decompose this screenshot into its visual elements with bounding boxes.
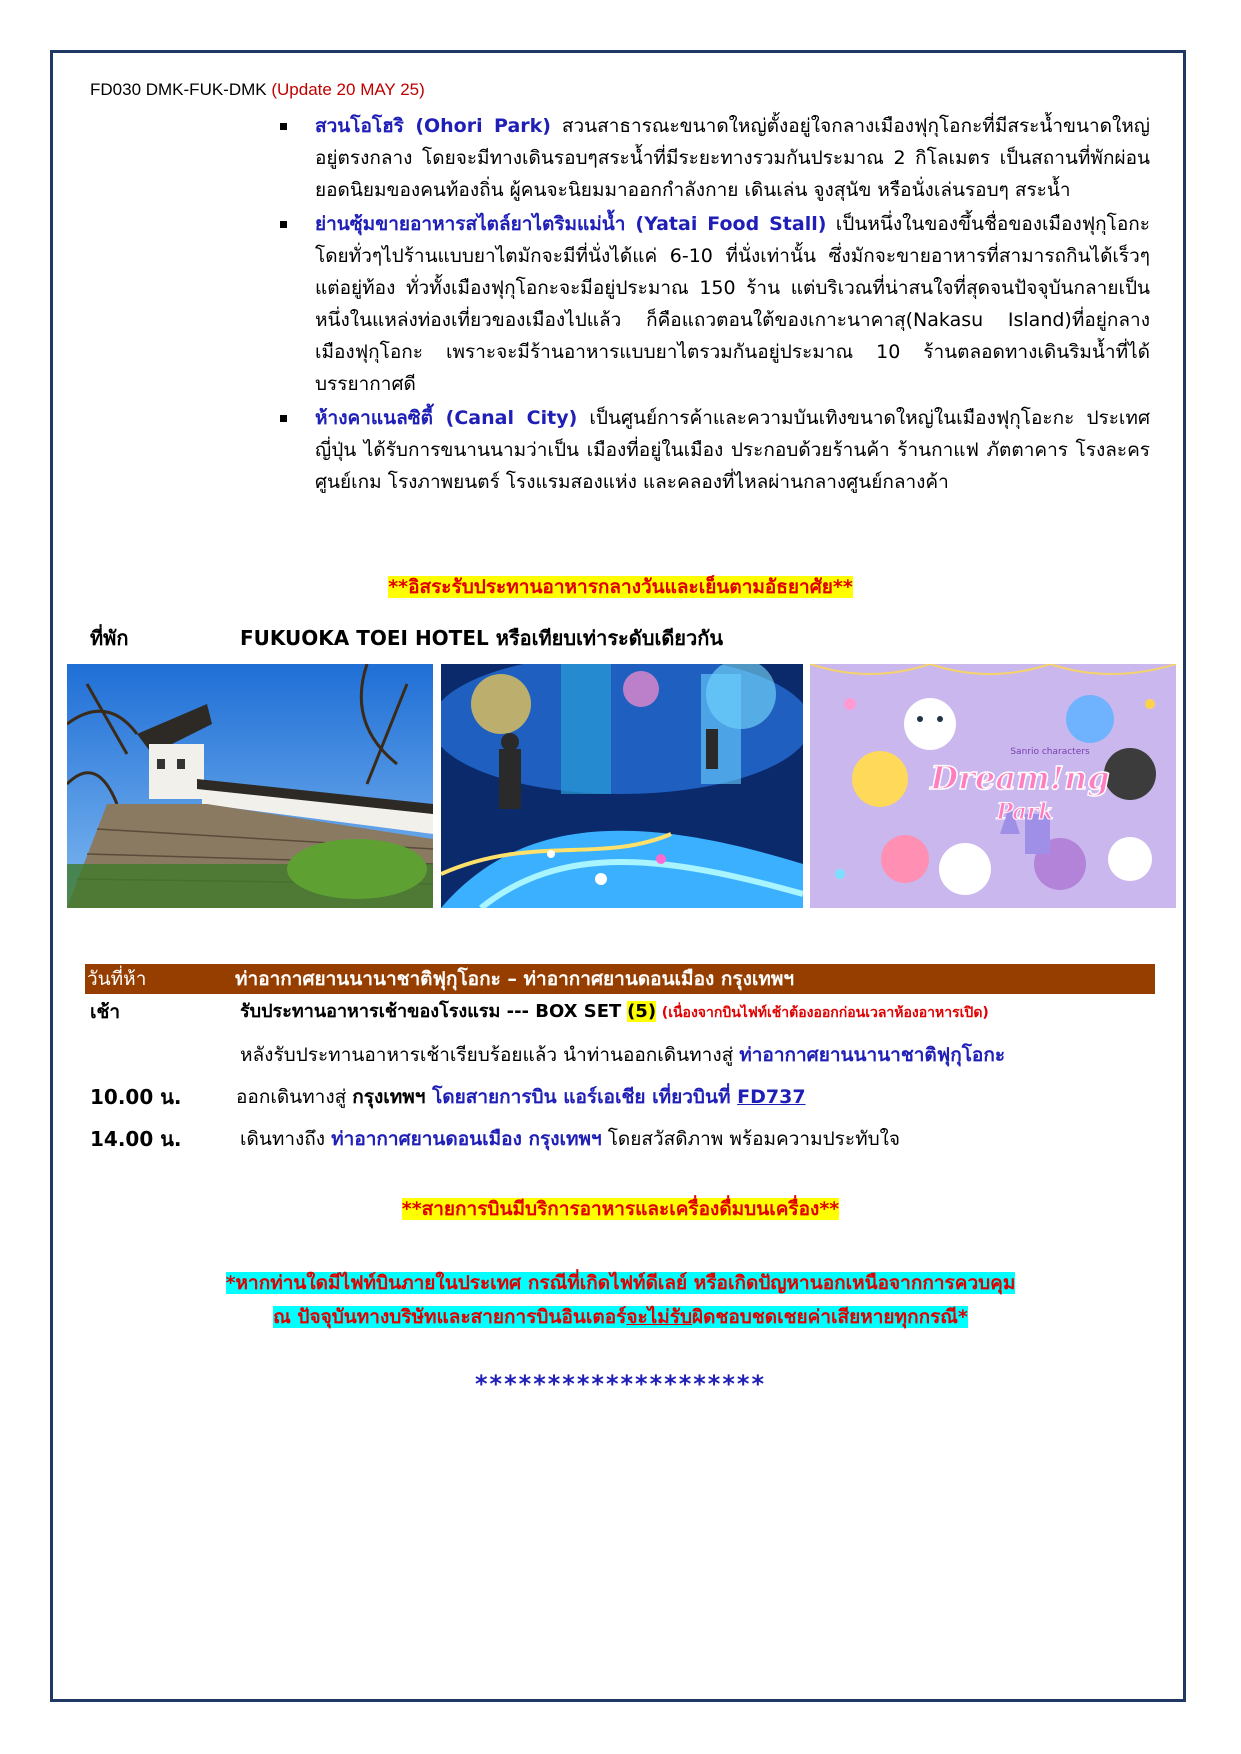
after-breakfast-row (240, 1040, 1005, 1070)
departure-airline: โดยสายการบิน แอร์เอเชีย เที่ยวบินที่ (425, 1086, 738, 1108)
list-item (280, 110, 1150, 206)
update-date: (Update 20 MAY 25) (271, 80, 425, 99)
hotel-name: FUKUOKA TOEI HOTEL หรือเทียบเท่าระดับเดียวกัน (240, 626, 724, 650)
bullet-icon (280, 123, 287, 130)
brand-text: Sanrio characters (1010, 747, 1090, 757)
attraction-desc: สวนสาธารณะขนาดใหญ่ตั้งอยู่ใจกลางเมืองฟุกุโอกะที่มีสระน้ำขนาดใหญ่อยู่ตรงกลาง โดยจะมีทางเดินรอบๆสระน้ำที่มีระยะทางรวมกันประมาณ 2 กิโลเมตร เป็นสถานที่พักผ่อนยอดนิยมของคนท้องถิ่น ผู้คนจะนิยมมาออกกำลังกาย เดินเล่น จูงสุนัข หรือนั่งเล่นรอบๆ สระน้ำ (315, 115, 1150, 201)
departure-row (236, 1082, 806, 1112)
logo-title: Dream!ng (930, 759, 1110, 797)
arrival-a: เดินทางถึง (240, 1128, 332, 1150)
time-1400: 14.00 น. (90, 1127, 182, 1151)
logo-subtitle: Park (996, 799, 1054, 825)
arrival-c: โดยสวัสดิภาพ พร้อมความประทับใจ (601, 1128, 901, 1150)
morning-text: รับประทานอาหารเช้าของโรงแรม --- BOX SET (240, 1001, 622, 1022)
morning-note: (เนื่องจากบินไฟท์เช้าต้องออกก่อนเวลาห้องอาหารเปิด) (661, 1005, 989, 1021)
morning-row (240, 997, 989, 1028)
departure-a: ออกเดินทางสู่ (236, 1086, 353, 1108)
day-title: ท่าอากาศยานนานาชาติฟุกุโอกะ – ท่าอากาศยานดอนเมือง กรุงเทพฯ (235, 968, 795, 990)
arrival-place: ท่าอากาศยานดอนเมือง กรุงเทพฯ (331, 1128, 602, 1150)
warning-line-2b: ผิดชอบชดเชยค่าเสียหายทุกกรณี* (692, 1306, 968, 1328)
meal-number: (5) (627, 1001, 657, 1022)
attraction-title: ย่านซุ้มขายอาหารสไตล์ยาไตริมแม่น้ำ (Yatai Food Stall) (315, 213, 827, 235)
day-header (85, 964, 1155, 994)
after-text: หลังรับประทานอาหารเช้าเรียบร้อยแล้ว นำท่านออกเดินทางสู่ (240, 1044, 740, 1066)
castle-photo (67, 664, 433, 908)
after-place: ท่าอากาศยานนานาชาติฟุกุโอกะ (739, 1044, 1006, 1066)
morning-label: เช้า (90, 1001, 121, 1023)
attraction-desc: เป็นศูนย์การค้าและความบันเทิงขนาดใหญ่ในเมืองฟุกุโอะกะ ประเทศญี่ปุ่น ได้รับการขนานนามว่าเป็น เมืองที่อยู่ในเมือง ประกอบด้วยร้านค้า ร้านกาแฟ ภัตตาคาร โรงละคร ศูนย์เกม โรงภาพยนตร์ โรงแรมสองแห่ง และคลองที่ไหลผ่านกลางศูนย์กลางค้า (315, 407, 1151, 493)
departure-city: กรุงเทพฯ (352, 1086, 426, 1108)
warning-block (0, 1266, 1241, 1334)
meal-note-row (0, 572, 1241, 602)
doc-header (90, 80, 425, 100)
warning-line-2a: ณ ปัจจุบันทางบริษัทและสายการบินอินเตอร์ (273, 1306, 627, 1328)
digital-art-photo (441, 664, 803, 908)
list-item (280, 402, 1150, 498)
arrival-row (240, 1124, 900, 1154)
attraction-list (280, 110, 1150, 500)
attraction-title: สวนโอโฮริ (Ohori Park) (315, 115, 551, 137)
warning-line-2u: จะไม่รับ (626, 1306, 693, 1328)
attraction-desc: เป็นหนึ่งในของขึ้นชื่อของเมืองฟุกุโอกะ โดยทั่วๆไปร้านแบบยาไตมักจะมีที่นั่งได้แค่ 6-10 ที่นั่งเท่านั้น ซึ่งมักจะขายอาหารที่สามารถกินได้เร็วๆแต่อยู่ท้อง ทั่วทั้งเมืองฟุกุโอกะจะมีอยู่ประมาณ 150 ร้าน แต่บริเวณที่น่าสนใจที่สุดจนปัจจุบันกลายเป็นหนึ่งในแหล่งท่องเที่ยวของเมืองไปแล้ว ก็คือแถวตอนใต้ของเกาะนาคาสุ(Nakasu Island)ที่อยู่กลางเมืองฟุกุโอกะ เพราะจะมีร้านอาหารแบบยาไตรวมกันอยู่ประมาณ 10 ร้านตลอดทางเดินริมน้ำที่ได้บรรยากาศดี (315, 213, 1151, 395)
flight-number: FD737 (737, 1086, 806, 1108)
warning-line-1: *หากท่านใดมีไฟท์บินภายในประเทศ กรณีที่เกิดไฟท์ดีเลย์ หรือเกิดปัญหานอกเหนือจากการควบคุม (225, 1272, 1016, 1294)
airline-note-row (0, 1194, 1241, 1224)
end-stars: ******************** (474, 1370, 766, 1398)
bullet-icon (280, 221, 287, 228)
warning-line-2 (273, 1306, 968, 1328)
attraction-title: ห้างคาแนลซิตี้ (Canal City) (315, 407, 578, 429)
dreaming-park-photo (810, 664, 1176, 908)
time-1000: 10.00 น. (90, 1085, 182, 1109)
bullet-icon (280, 415, 287, 422)
meal-note: **อิสระรับประทานอาหารกลางวันและเย็นตามอัธยาศัย** (388, 576, 853, 598)
hotel-label: ที่พัก (90, 626, 129, 650)
list-item (280, 208, 1150, 400)
tour-code: FD030 DMK-FUK-DMK (90, 80, 267, 99)
day-label: วันที่ห้า (87, 968, 147, 990)
airline-note: **สายการบินมีบริการอาหารและเครื่องดื่มบนเครื่อง** (401, 1198, 840, 1220)
